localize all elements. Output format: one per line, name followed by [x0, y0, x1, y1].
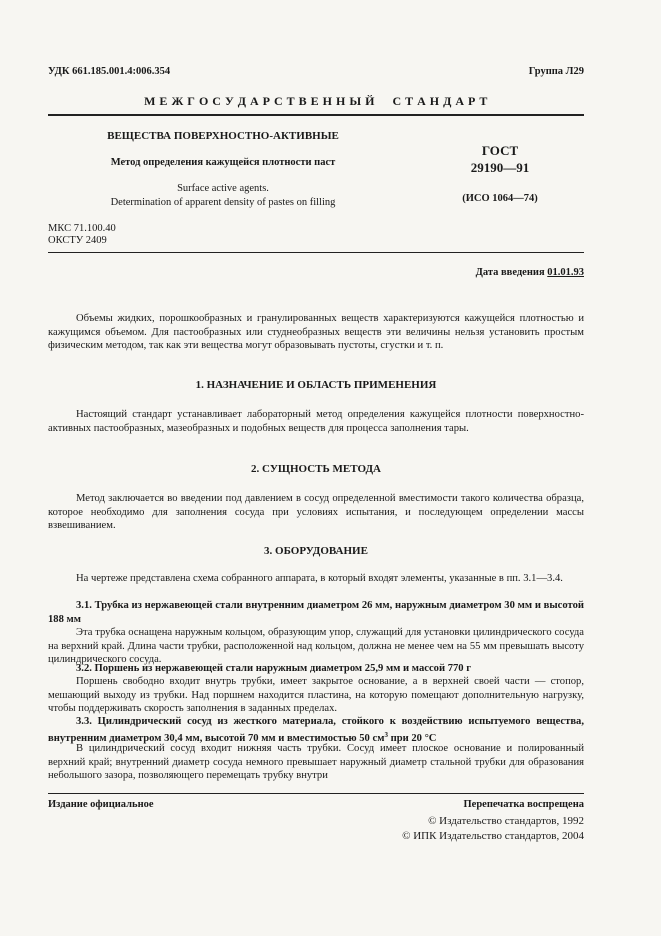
title-rule: [48, 252, 584, 253]
iso-reference: (ИСО 1064—74): [462, 193, 538, 204]
clause-3-2-heading: 3.2. Поршень из нержавеющей стали наружным диаметром 25,9 мм и массой 770 г: [76, 663, 472, 674]
mks-classifier: МКС 71.100.40: [48, 223, 116, 234]
header-rule: [48, 114, 584, 116]
clause-3-3-text: В цилиндрический сосуд входит нижняя часть трубки. Сосуд имеет плоское основание и полированный верхний край; внутренний диаметр сосуда немного превышает наружный диаметр стальной трубки для образования небольшого зазора, позволяющего перемещать трубку внутри: [48, 743, 584, 782]
section-3-heading: 3. ОБОРУДОВАНИЕ: [264, 545, 368, 557]
english-title-line2: Determination of apparent density of pastes on filling: [110, 197, 336, 208]
copyright-1992: © Издательство стандартов, 1992: [428, 815, 584, 827]
standard-type-banner: М Е Ж Г О С У Д А Р С Т В Е Н Н Ы Й С Т А Н Д А Р Т: [144, 94, 488, 108]
section-1-heading: 1. НАЗНАЧЕНИЕ И ОБЛАСТЬ ПРИМЕНЕНИЯ: [195, 379, 437, 391]
introduction-date: [476, 267, 584, 278]
footer-rule: [48, 793, 584, 794]
cubic-superscript: 3: [384, 730, 388, 739]
gost-label: ГОСТ: [481, 143, 519, 158]
clause-3-3-heading: [48, 715, 584, 745]
section-2-heading: 2. СУЩНОСТЬ МЕТОДА: [251, 463, 381, 475]
introduction-date-label: Дата введения: [475, 267, 545, 278]
document-subtitle: Метод определения кажущейся плотности паст: [110, 157, 336, 168]
section-2-text: Метод заключается во введении под давлением в сосуд определенной вместимости такого количества образца, которое необходимо для заполнения сосуда при условиях испытания, и последующем определении массы взвешиванием.: [48, 493, 584, 532]
clause-3-1-text: Эта трубка оснащена наружным кольцом, образующим упор, служащий для установки цилиндрического сосуда на верхний край. Длина части трубки, расположенной над кольцом, должна не менее чем на 55 мм превышать высоту цилиндрического сосуда.: [48, 627, 584, 666]
gost-number: 29190—91: [470, 160, 530, 175]
section-3-text: На чертеже представлена схема собранного аппарата, в который входят элементы, указанные в пп. 3.1—3.4.: [76, 573, 563, 584]
group-code: Группа Л29: [528, 66, 584, 77]
udk-code: УДК 661.185.001.4:006.354: [48, 66, 171, 77]
intro-paragraph: Объемы жидких, порошкообразных и гранулированных веществ характеризуются кажущейся плотностью и кажущимся объемом. Для пастообразных или студнеобразных веществ эти величины нельзя установить простым физическим методом, так как эти вещества могут образовывать пустоты, сгустки и т. п.: [48, 313, 584, 352]
introduction-date-value: 01.01.93: [547, 267, 584, 278]
section-1-text: Настоящий стандарт устанавливает лабораторный метод определения кажущейся плотности поверхностно-активных пастообразных, мазеобразных и подобных веществ для процесса заполнения тары.: [48, 409, 584, 434]
english-title-line1: Surface active agents.: [177, 183, 269, 194]
official-edition-label: Издание официальное: [48, 799, 154, 810]
clause-3-3-heading-tail: при 20 °С: [387, 732, 437, 744]
document-title: ВЕЩЕСТВА ПОВЕРХНОСТНО-АКТИВНЫЕ: [107, 130, 339, 142]
okstu-classifier: ОКСТУ 2409: [48, 235, 107, 246]
copyright-2004: © ИПК Издательство стандартов, 2004: [402, 830, 584, 842]
reprint-prohibited-label: Перепечатка воспрещена: [463, 799, 584, 810]
clause-3-2-text: Поршень свободно входит внутрь трубки, имеет закрытое основание, а в верхней своей части — стопор, мешающий выходу из трубки. Над поршнем находится пластина, на которую помещают дополнительную нагрузку, чтобы поддерживать скорость заполнения в заданных пределах.: [48, 676, 584, 715]
clause-3-3-heading-main: 3.3. Цилиндрический сосуд из жесткого материала, стойкого к воздействию испытуемого вещества, внутренним диаметром 30,4 мм, высотой 70 мм и вместимостью 50 см: [48, 716, 584, 744]
clause-3-1-heading: 3.1. Трубка из нержавеющей стали внутренним диаметром 26 мм, наружным диаметром 30 мм и высотой 188 мм: [48, 600, 584, 625]
